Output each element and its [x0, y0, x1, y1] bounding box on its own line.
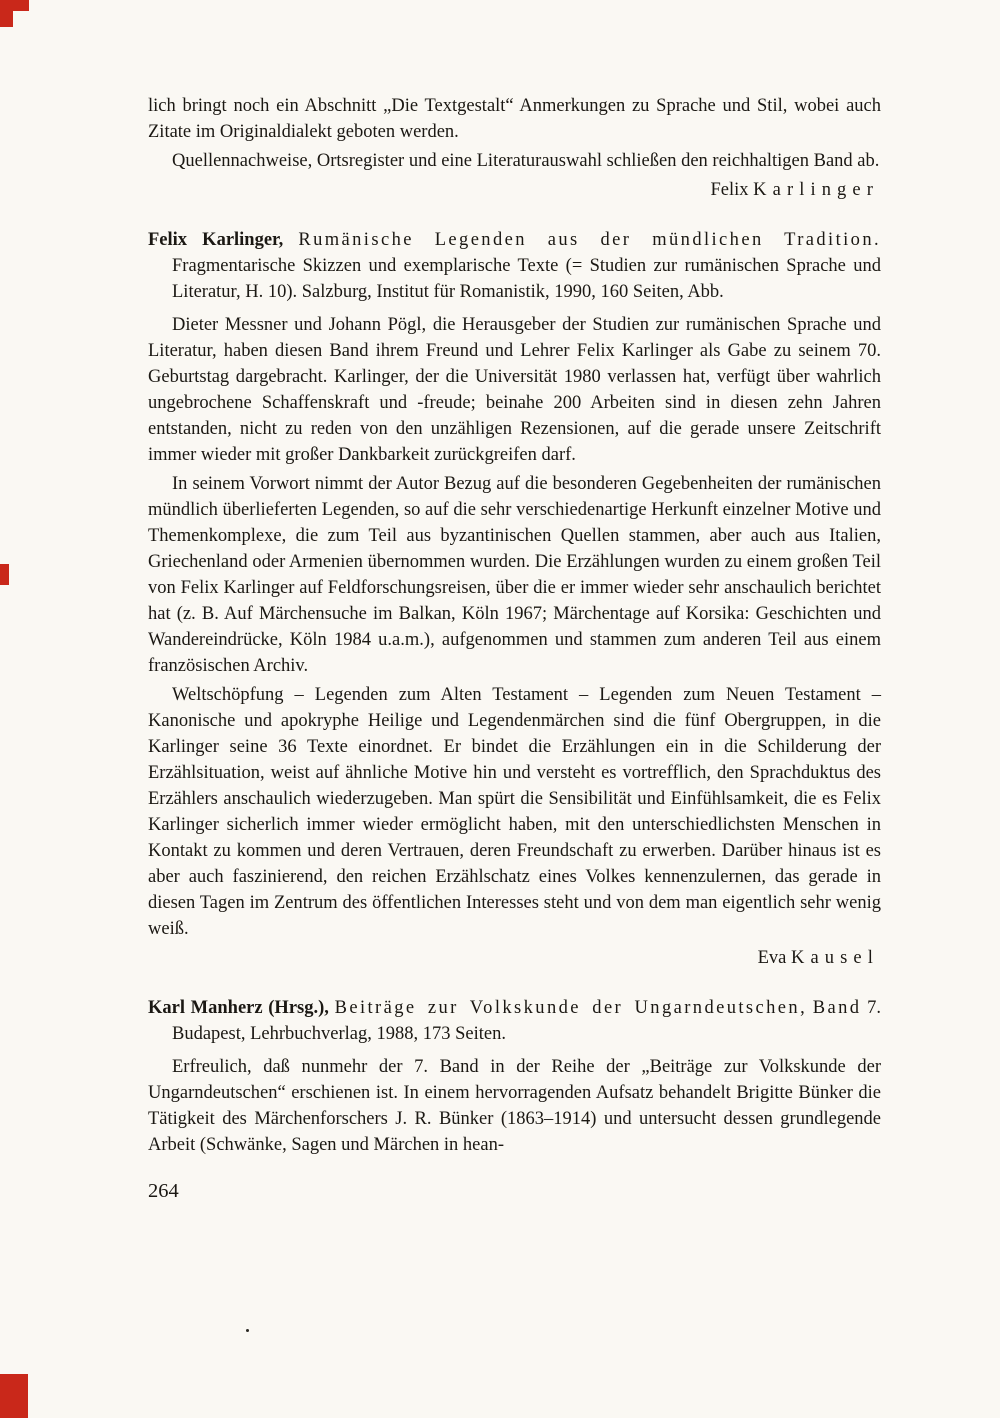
scan-artifact-left-middle [0, 564, 9, 585]
signature-surname: Kausel [790, 948, 879, 968]
signature-first-name: Felix [710, 180, 749, 200]
review-author: Karl Manherz (Hrsg.), [148, 998, 329, 1018]
review-paragraph: Dieter Messner und Johann Pögl, die Herausgeber der Studien zur rumänischen Sprache und Literatur, haben diesen Band ihrem Freund und Lehrer Felix Karlinger als Gabe zu seinem 70. Geburtstag dargebracht. Karlinger, der die Universität 1980 verlassen hat, verfügt über wahrlich ungebrochene Schaffenskraft und -freude; beinahe 200 Arbeiten sind in diesen zehn Jahren entstanden, nicht zu reden von den unzähligen Rezensionen, auf die gerade unsere Zeitschrift immer wieder mit großer Dankbarkeit zurückgreifen darf. [148, 315, 881, 465]
review-title: Rumänische Legenden aus der mündlichen Tradition. [298, 230, 882, 250]
review-paragraph: In seinem Vorwort nimmt der Autor Bezug auf die besonderen Gegebenheiten der rumänischen mündlich überlieferten Legenden, so auf die sehr verschiedenartige Herkunft einzelner Motive und Themenkomplexe, die zum Teil aus byzantinischen Quellen stammen, aber auch aus Italien, Griechenland oder Armenien übernommen wurden. Die Erzählungen wurden zu einem großen Teil von Felix Karlinger auf Feldforschungsreisen, über die er immer wieder sehr anschaulich berichtet hat (z. B. Auf Märchensuche im Balkan, Köln 1967; Märchentage auf Korsika: Geschichten und Wandereindrücke, Köln 1984 u.a.m.), aufgenommen und stammen zum anderen Teil aus einem französischen Archiv. [148, 474, 881, 676]
speck-artifact [246, 1329, 249, 1332]
text-block [148, 93, 881, 1204]
scan-artifact-bottom-left [0, 1374, 28, 1418]
review-title: Beiträge zur Volkskunde der Ungarndeutschen, [334, 998, 808, 1018]
scan-artifact-top-left-b [0, 11, 13, 27]
review-heading-manherz [148, 995, 881, 1047]
review-heading-karlinger [148, 227, 881, 305]
review-author: Felix Karlinger, [148, 230, 284, 250]
page-number: 264 [148, 1180, 179, 1202]
signature-first-name: Eva [757, 948, 787, 968]
review-band-label: Band [812, 998, 862, 1018]
review-subtitle: 7. Budapest, Lehrbuchverlag, 1988, 173 Seiten. [172, 998, 882, 1044]
signature-surname: Karlinger [753, 180, 879, 200]
review-paragraph: Erfreulich, daß nunmehr der 7. Band in der Reihe der „Beiträge zur Volkskunde der Ungarndeutschen“ erschienen ist. In einem hervorragenden Aufsatz behandelt Brigitte Bünker die Tätigkeit des Märchenforschers J. R. Bünker (1863–1914) und untersucht dessen grundlegende Arbeit (Schwänke, Sagen und Märchen in hean- [148, 1057, 881, 1155]
scan-artifact-top-left-a [0, 0, 29, 11]
reviewer-signature-kausel [148, 945, 879, 971]
paragraph-continuation: lich bringt noch ein Abschnitt „Die Textgestalt“ Anmerkungen zu Sprache und Stil, wobei auch Zitate im Originaldialekt geboten werden. [148, 96, 881, 142]
reviewer-signature-karlinger [148, 177, 879, 203]
review-paragraph: Weltschöpfung – Legenden zum Alten Testament – Legenden zum Neuen Testament – Kanonische und apokryphe Heilige und Legendenmärchen sind die fünf Obergruppen, in die Karlinger seine 36 Texte einordnet. Er bindet die Erzählungen ein in die Schilderung der Erzählsituation, weist auf ähnliche Motive hin und versteht es vortrefflich, den Sprachduktus des Erzählers anschaulich wiederzugeben. Man spürt die Sensibilität und Einfühlsamkeit, die es Felix Karlinger sicherlich immer wieder ermöglicht haben, mit den unterschiedlichsten Menschen in Kontakt zu kommen und deren Vertrauen, deren Freundschaft zu erwerben. Darüber hinaus ist es aber auch faszinierend, den reichen Erzählschatz eines Volkes kennenzulernen, das gerade in diesen Tagen im Zentrum des öffentlichen Interesses steht und von dem man eigentlich sehr wenig weiß. [148, 685, 881, 939]
paragraph-closing: Quellennachweise, Ortsregister und eine Literaturauswahl schließen den reichhaltigen Band ab. [172, 151, 880, 171]
review-subtitle: Fragmentarische Skizzen und exemplarische Texte (= Studien zur rumänischen Sprache und Literatur, H. 10). Salzburg, Institut für Romanistik, 1990, 160 Seiten, Abb. [172, 256, 881, 302]
